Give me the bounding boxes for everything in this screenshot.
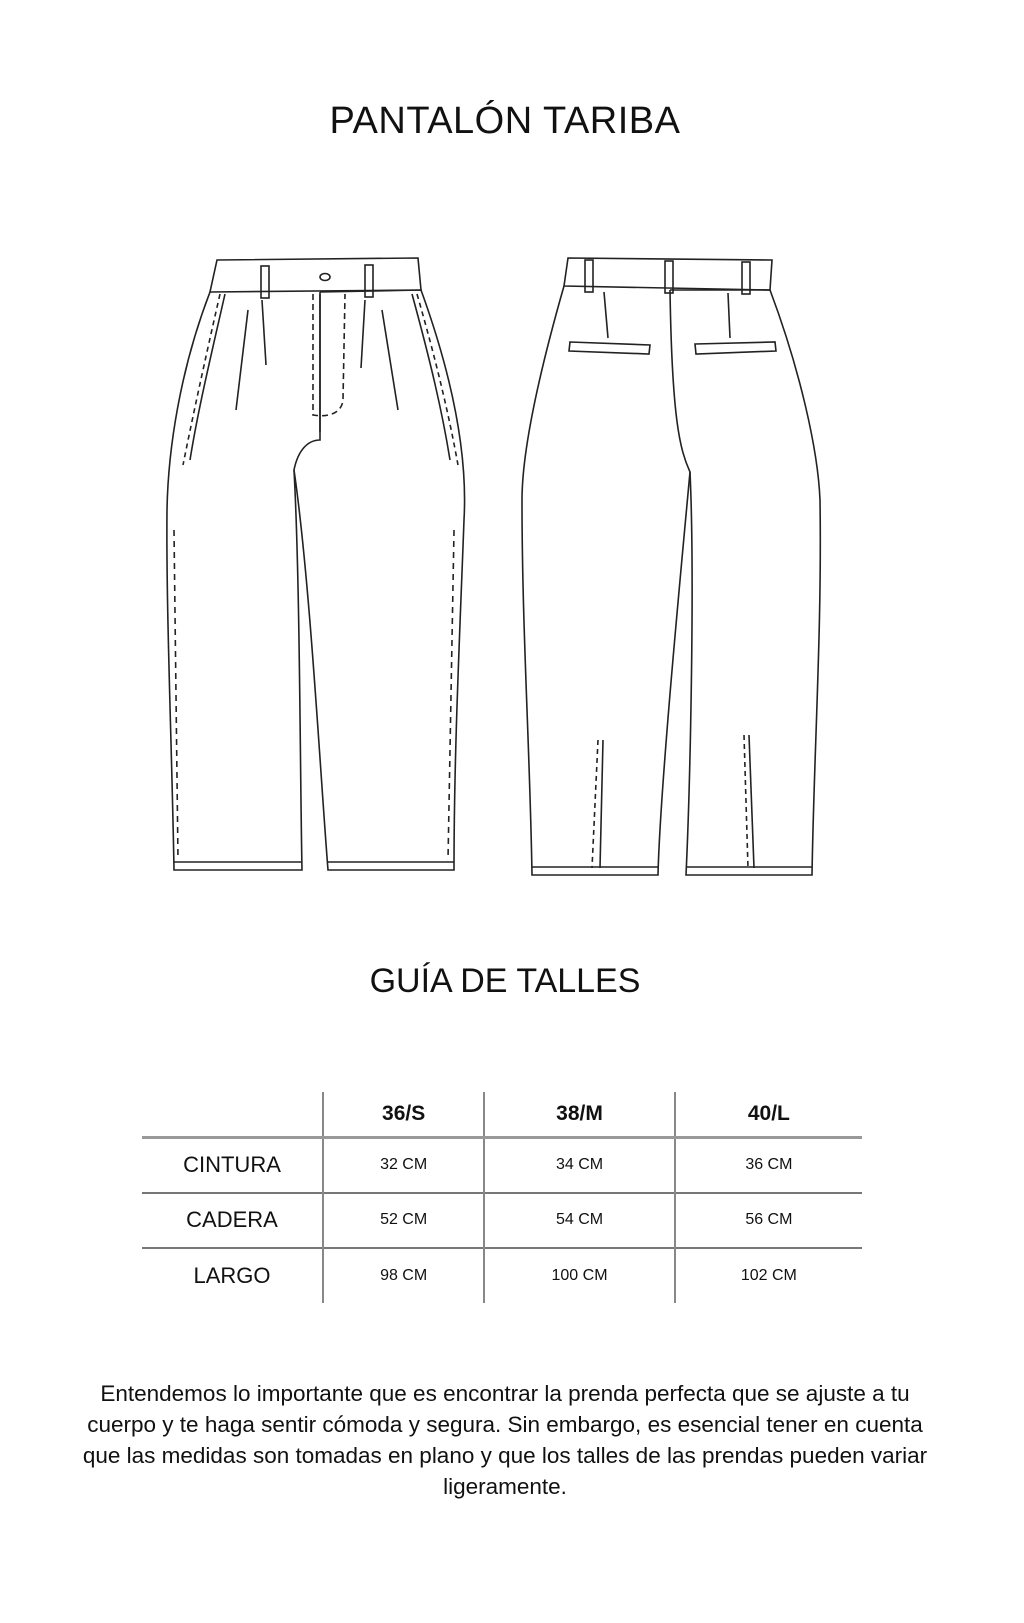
row-label: LARGO	[193, 1262, 271, 1288]
product-title: PANTALÓN TARIBA	[329, 100, 681, 142]
size-cell: 32 CM	[323, 1138, 484, 1193]
size-row-cadera	[142, 1193, 862, 1248]
size-cell: 34 CM	[484, 1138, 675, 1193]
row-label: CADERA	[186, 1207, 278, 1232]
size-row-cintura	[142, 1138, 862, 1193]
size-header-l: 40/L	[675, 1092, 862, 1138]
row-label: CINTURA	[183, 1152, 281, 1178]
size-cell: 56 CM	[675, 1193, 862, 1248]
size-table	[142, 1092, 862, 1303]
pants-front-view	[167, 258, 465, 870]
size-cell: 102 CM	[675, 1248, 862, 1303]
pants-technical-drawing	[150, 250, 850, 910]
size-cell: 36 CM	[675, 1138, 862, 1193]
size-row-largo	[142, 1248, 862, 1303]
pants-back-view	[522, 258, 820, 875]
size-header-s: 36/S	[323, 1092, 484, 1138]
size-cell: 100 CM	[484, 1248, 675, 1303]
size-cell: 52 CM	[323, 1193, 484, 1248]
size-header-m: 38/M	[484, 1092, 675, 1138]
size-guide-title: GUÍA DE TALLES	[369, 962, 641, 1000]
size-header-row	[142, 1092, 862, 1138]
size-cell: 98 CM	[323, 1248, 484, 1303]
sizing-disclaimer: Entendemos lo importante que es encontrar la prenda perfecta que se ajuste a tu cuerpo y te haga sentir cómoda y segura. Sin embargo, es esencial tener en cuenta que las medidas son tomadas en plano y que los talles de las prendas pueden variar ligeramente.	[82, 1381, 928, 1499]
size-header-empty	[142, 1092, 323, 1138]
size-cell: 54 CM	[484, 1193, 675, 1248]
